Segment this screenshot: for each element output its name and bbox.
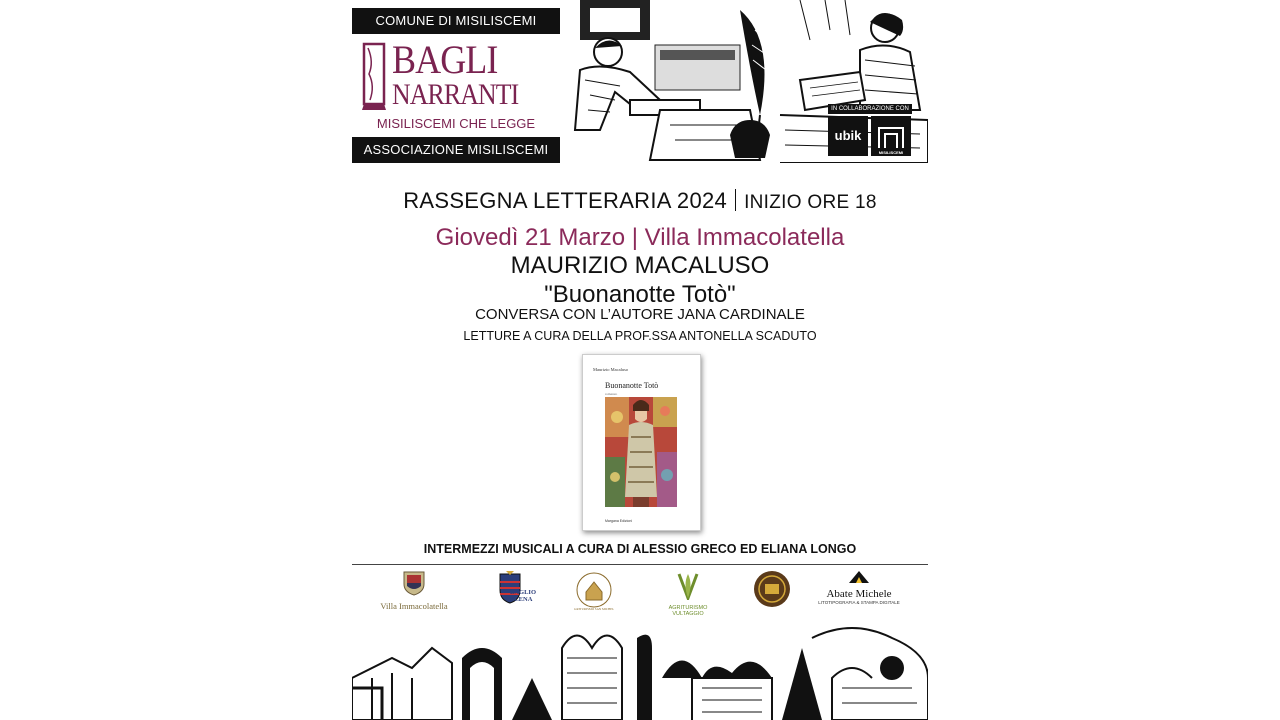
logo-subtitle: MISILISCEMI CHE LEGGE — [376, 116, 536, 131]
separator — [735, 189, 736, 211]
villa-name: Villa Immacolatella — [380, 601, 448, 611]
vultaggio-leaf-icon — [673, 570, 703, 600]
cover-author: Maurizio Macaluso — [593, 367, 629, 372]
logo-narranti: NARRANTI — [392, 78, 519, 111]
cover-painting — [605, 397, 677, 507]
author-name: MAURIZIO MACALUSO — [510, 252, 770, 279]
vultaggio-name: AGRITURISMO VULTAGGIO — [668, 605, 708, 617]
villa-crest-icon — [402, 570, 426, 596]
agri-san-name: AGRITURISMO SAN MICHELE — [574, 607, 614, 611]
sponsor-villa — [378, 570, 450, 611]
associazione-label: ASSOCIAZIONE MISILISCEMI — [352, 137, 560, 163]
sponsor-agri-vult — [654, 570, 722, 617]
sponsor-agri-san — [572, 570, 616, 617]
ubik-logo: ubik — [828, 116, 868, 156]
abate-logo-icon — [848, 570, 870, 584]
book-logo-icon — [360, 42, 390, 112]
book-cover — [582, 354, 701, 531]
book-title: "Buonanotte Totò" — [544, 281, 736, 308]
baglio-name: BAGLIO ELENA — [510, 589, 537, 603]
conversa-line: CONVERSA CON L’AUTORE JANA CARDINALE — [475, 306, 805, 323]
inizio-ore: INIZIO ORE 18 — [744, 192, 877, 213]
intermezzi-line: INTERMEZZI MUSICALI A CURA DI ALESSIO GRECO ED ELIANA LONGO — [423, 542, 857, 556]
footer-illustration — [352, 618, 928, 720]
rassegna-title: RASSEGNA LETTERARIA 2024 — [403, 188, 728, 213]
header-logo-block — [352, 0, 560, 163]
cover-title: Buonanotte Totò — [605, 381, 659, 390]
abate-name: Abate Michele — [826, 588, 892, 600]
cover-subtitle: romanzo — [605, 392, 618, 396]
sponsor-baglio — [480, 570, 540, 603]
date-place: Giovedì 21 Marzo | Villa Immacolatella — [435, 224, 845, 251]
logo-bagli: BAGLI — [392, 37, 498, 82]
misiliscemi-logo-icon — [871, 116, 911, 156]
letture-line: LETTURE A CURA DELLA PROF.SSA ANTONELLA SCADUTO — [463, 329, 817, 343]
round-badge-icon — [753, 570, 791, 608]
collab-label: IN COLLABORAZIONE CON — [828, 104, 912, 114]
comune-label: COMUNE DI MISILISCEMI — [352, 8, 560, 34]
misiliscemi-logo-text: MISILISCEMI — [878, 150, 904, 155]
abate-sub: LITOTIPOGRAFIA & STAMPA DIGITALE — [818, 600, 900, 605]
event-poster — [352, 0, 928, 720]
collab-block — [828, 104, 912, 174]
rassegna-line — [352, 188, 928, 214]
agri-san-seal-icon — [574, 570, 614, 612]
sponsor-abate — [814, 570, 904, 605]
divider-line — [352, 564, 928, 565]
cover-publisher: Margana Edizioni — [605, 519, 633, 523]
sponsor-round-logo — [752, 570, 792, 613]
